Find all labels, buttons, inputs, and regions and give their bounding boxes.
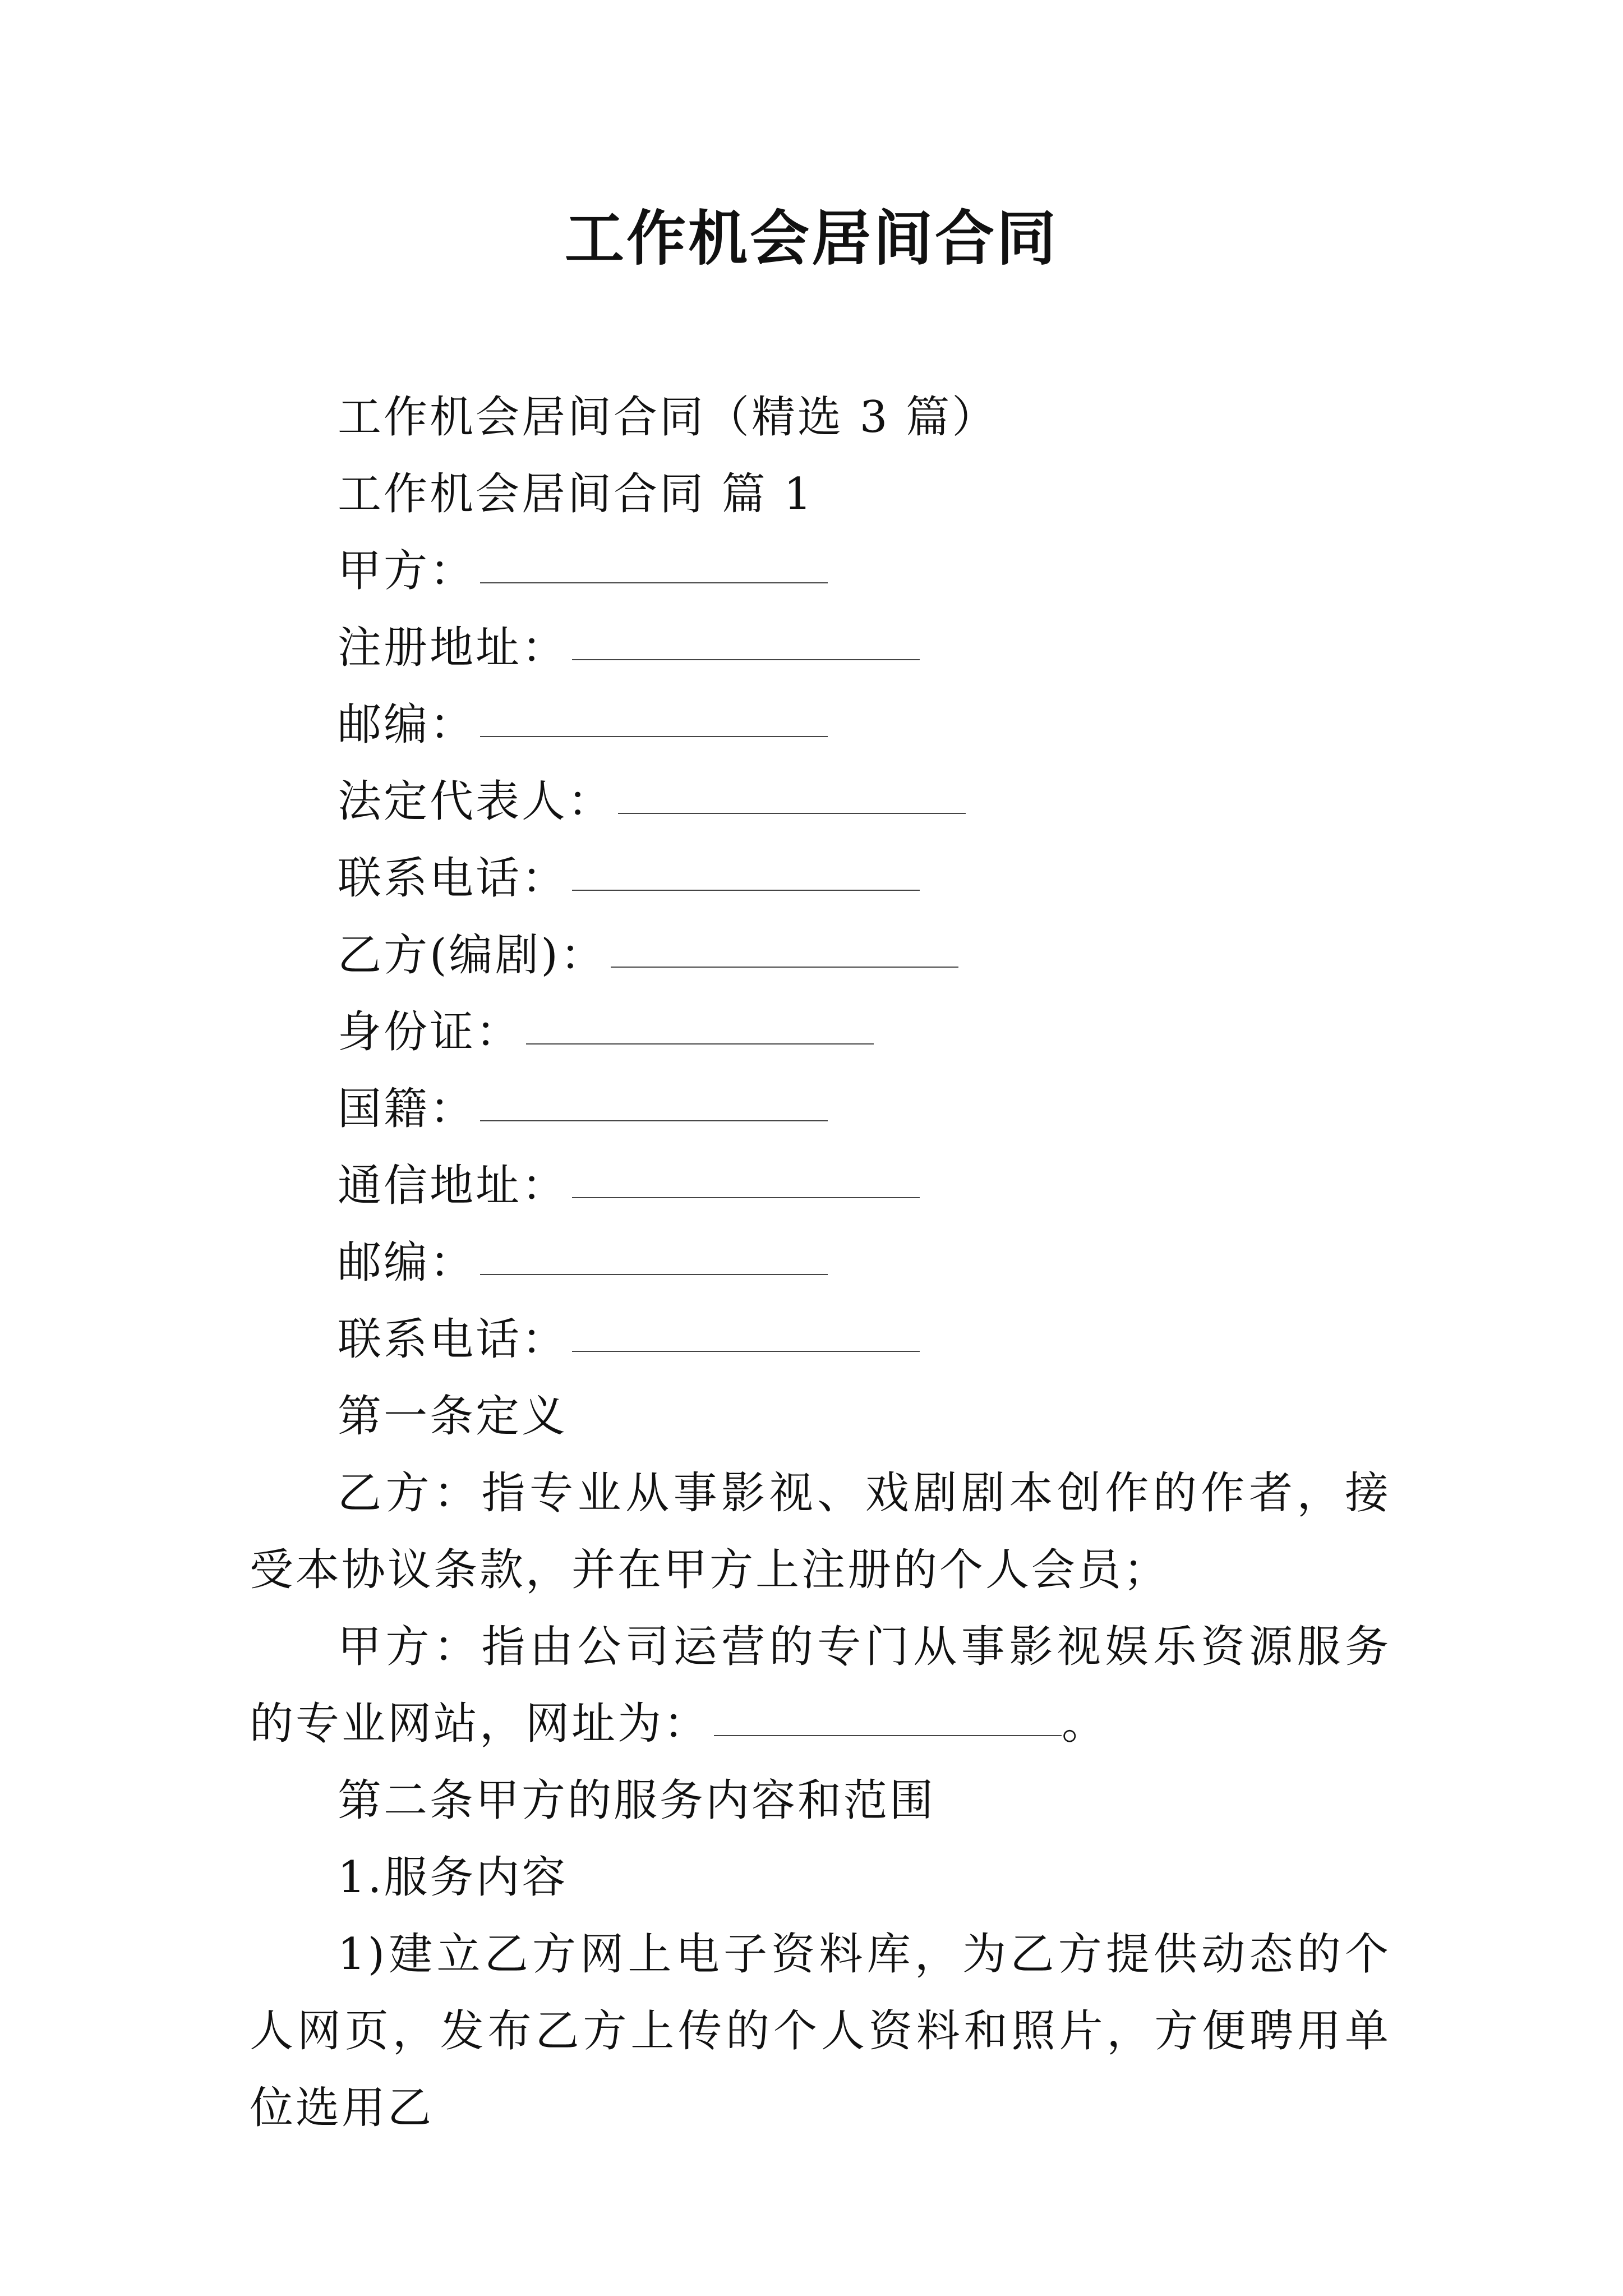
article-2-heading: 第二条甲方的服务内容和范围 xyxy=(338,1775,936,1826)
fill-in-blank xyxy=(480,702,828,737)
item-1-paragraph: 1)建立乙方网上电子资料库，为乙方提供动态的个人网页，发布乙方上传的个人资料和照片，方便聘用单位选用乙 xyxy=(250,1929,1391,2133)
field-label: 国籍： xyxy=(338,1084,476,1134)
field-mailing-address xyxy=(250,1148,1391,1225)
party-a-definition-text: 甲方：指由公司运营的专门从事影视娱乐资源服务的专业网站，网址为： xyxy=(250,1622,1391,1749)
party-b-definition: 乙方：指专业从事影视、戏剧剧本创作的作者，接受本协议条款，并在甲方上注册的个人会员； xyxy=(250,1468,1391,1595)
fill-in-blank xyxy=(526,1010,874,1045)
field-phone-a xyxy=(250,840,1391,917)
party-a-definition xyxy=(250,1609,1391,1763)
field-label: 乙方(编剧)： xyxy=(338,930,606,981)
field-label: 甲方： xyxy=(338,546,476,596)
field-label: 法定代表人： xyxy=(338,776,614,827)
field-label: 联系电话： xyxy=(338,1314,568,1365)
field-postcode-a xyxy=(250,687,1391,763)
field-label: 联系电话： xyxy=(338,853,568,904)
fill-in-blank xyxy=(611,933,958,968)
field-party-b xyxy=(250,917,1391,994)
field-label: 身份证： xyxy=(338,1007,522,1057)
field-legal-representative xyxy=(250,763,1391,840)
field-label: 通信地址： xyxy=(338,1161,568,1211)
fill-in-blank xyxy=(572,625,920,660)
field-registered-address xyxy=(250,610,1391,687)
field-phone-b xyxy=(250,1301,1391,1378)
field-postcode-b xyxy=(250,1225,1391,1301)
document-body xyxy=(250,379,1391,2147)
fill-in-blank xyxy=(480,1087,828,1121)
field-party-a xyxy=(250,533,1391,610)
field-label: 邮编： xyxy=(338,1237,476,1288)
party-a-definition-end: 。 xyxy=(1062,1699,1108,1749)
section-heading: 工作机会居间合同 篇 1 xyxy=(338,469,814,519)
article-1-heading: 第一条定义 xyxy=(338,1391,568,1442)
fill-in-blank xyxy=(480,549,828,583)
field-id-card xyxy=(250,994,1391,1071)
document-subtitle: 工作机会居间合同（精选 3 篇） xyxy=(338,392,998,443)
website-blank xyxy=(714,1701,1062,1736)
fill-in-blank xyxy=(480,1240,828,1275)
fill-in-blank xyxy=(618,779,966,814)
item-1-heading: 1.服务内容 xyxy=(338,1852,568,1903)
document-title: 工作机会居间合同 xyxy=(565,203,1058,273)
field-label: 邮编： xyxy=(338,700,476,750)
fill-in-blank xyxy=(572,1163,920,1198)
field-label: 注册地址： xyxy=(338,623,568,673)
field-nationality xyxy=(250,1071,1391,1148)
fill-in-blank xyxy=(572,856,920,891)
fill-in-blank xyxy=(572,1317,920,1352)
